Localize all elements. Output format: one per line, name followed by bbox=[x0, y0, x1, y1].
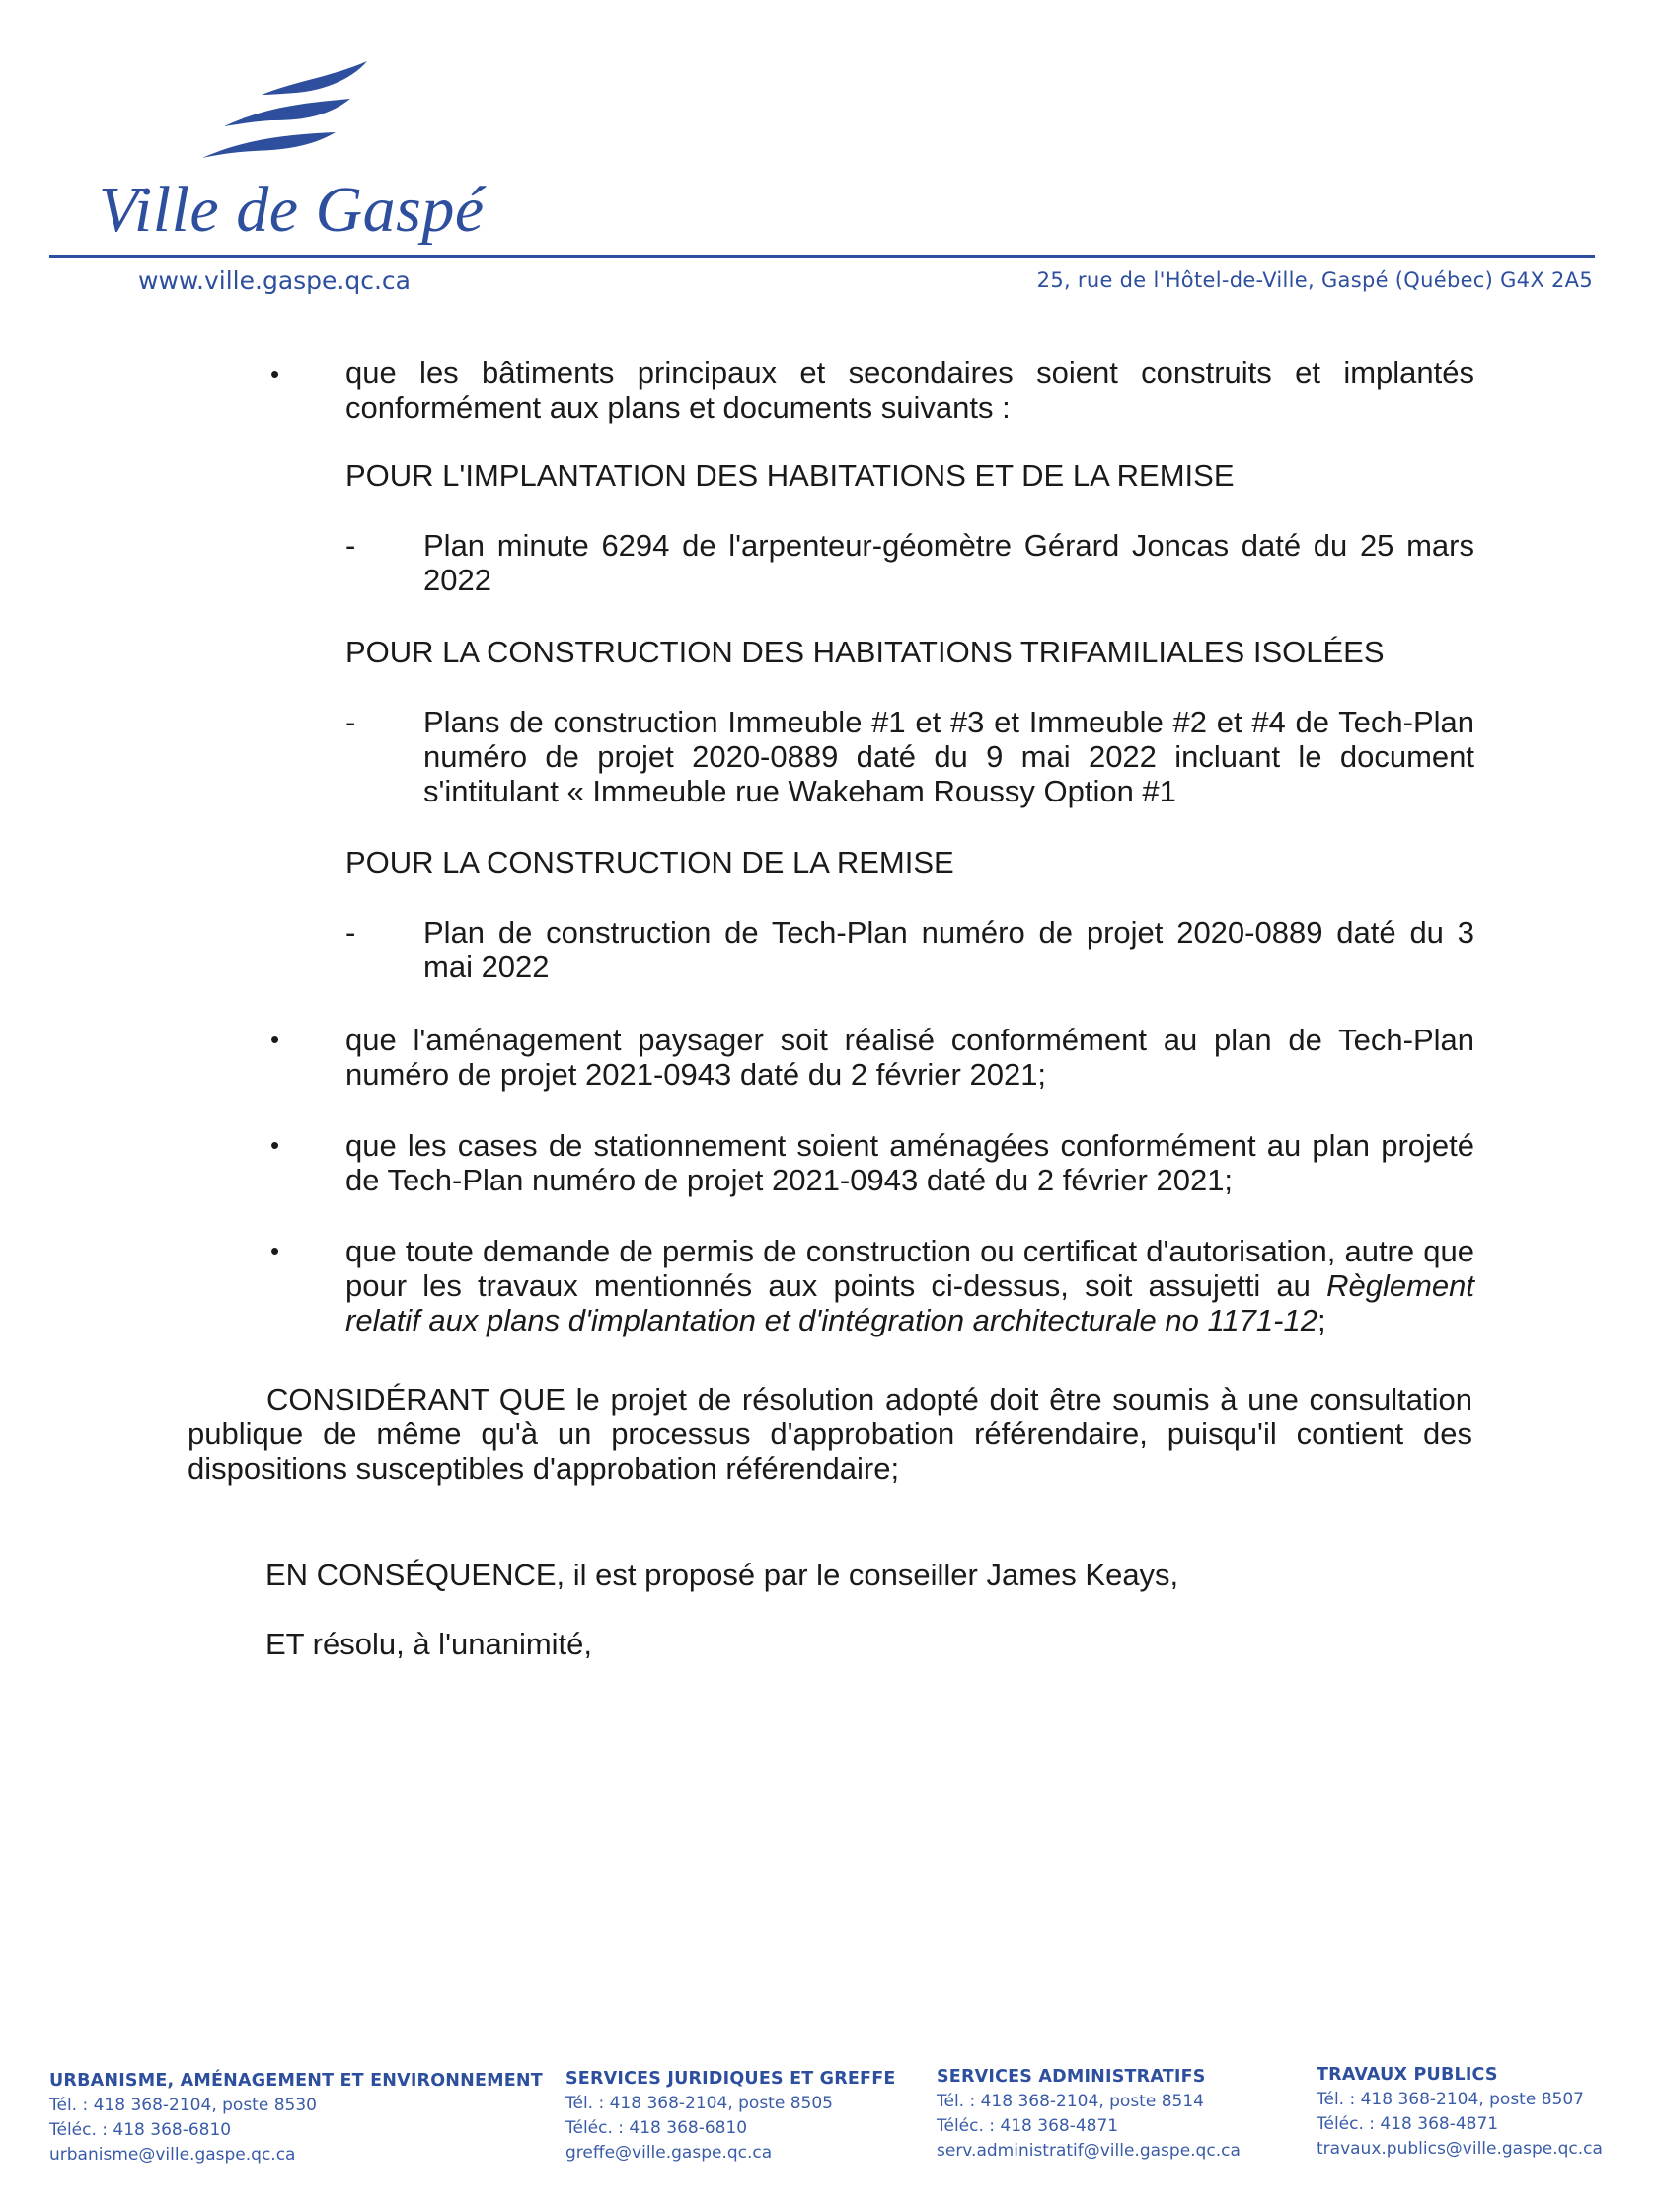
remise-plan-item: Plan de construction de Tech-Plan numéro de projet 2020-0889 daté du 3 mai 2022 bbox=[423, 915, 1474, 984]
footer-travaux-publics bbox=[1317, 2063, 1603, 2162]
footer-email[interactable]: greffe@ville.gaspe.qc.ca bbox=[565, 2143, 773, 2163]
resolution-line: ET résolu, à l'unanimité, bbox=[265, 1627, 593, 1661]
dash-marker: - bbox=[345, 915, 356, 950]
dash-marker: - bbox=[345, 528, 356, 563]
permit-requests-paragraph: que toute demande de permis de construction ou certificat d'autorisation, autre que pour les travaux mentionnés aux points ci-dessus, soit assujetti au Règlement relatif aux plans d'implantation et d'intégration architecturale no 1171-12; bbox=[345, 1234, 1474, 1337]
footer-administratifs bbox=[937, 2065, 1241, 2164]
footer-dept-title: URBANISME, AMÉNAGEMENT ET ENVIRONNEMENT bbox=[49, 2071, 543, 2091]
section-heading-implantation: POUR L'IMPLANTATION DES HABITATIONS ET DE LA REMISE bbox=[345, 458, 1235, 493]
bullet-marker: • bbox=[270, 1130, 280, 1160]
parking-paragraph: que les cases de stationnement soient aménagées conformément au plan projeté de Tech-Plan numéro de projet 2021-0943 daté du 2 février 2021; bbox=[345, 1128, 1474, 1197]
footer-phone: Tél. : 418 368-2104, poste 8530 bbox=[49, 2096, 317, 2115]
footer-fax: Téléc. : 418 368-6810 bbox=[49, 2120, 232, 2140]
plan-minute-item: Plan minute 6294 de l'arpenteur-géomètre Gérard Joncas daté du 25 mars 2022 bbox=[423, 528, 1474, 597]
section-heading-habitations: POUR LA CONSTRUCTION DES HABITATIONS TRIFAMILIALES ISOLÉES bbox=[345, 635, 1385, 669]
city-logo-wordmark: Ville de Gaspé bbox=[99, 174, 485, 246]
construction-plans-item: Plans de construction Immeuble #1 et #3 et Immeuble #2 et #4 de Tech-Plan numéro de projet 2020-0889 daté du 9 mai 2022 incluant le document s'intitulant « Immeuble rue Wakeham Roussy Option #1 bbox=[423, 705, 1474, 808]
footer-phone: Tél. : 418 368-2104, poste 8505 bbox=[565, 2094, 833, 2113]
footer-fax: Téléc. : 418 368-6810 bbox=[565, 2118, 748, 2138]
footer-phone: Tél. : 418 368-2104, poste 8507 bbox=[1317, 2090, 1584, 2109]
regulation-title: Règlement relatif aux plans d'implantation et d'intégration architecturale no 1171-12 bbox=[345, 1268, 1474, 1337]
footer-dept-title: SERVICES JURIDIQUES ET GREFFE bbox=[565, 2069, 896, 2089]
consequence-line: EN CONSÉQUENCE, il est proposé par le conseiller James Keays, bbox=[265, 1558, 1179, 1592]
footer-dept-title: TRAVAUX PUBLICS bbox=[1317, 2065, 1498, 2085]
footer-fax: Téléc. : 418 368-4871 bbox=[1317, 2114, 1499, 2134]
footer-urbanisme bbox=[49, 2069, 543, 2168]
bullet-marker: • bbox=[270, 359, 280, 389]
landscaping-paragraph: que l'aménagement paysager soit réalisé conformément au plan de Tech-Plan numéro de projet 2021-0943 daté du 2 février 2021; bbox=[345, 1023, 1474, 1092]
city-logo-waves bbox=[202, 59, 375, 163]
footer-dept-title: SERVICES ADMINISTRATIFS bbox=[937, 2067, 1206, 2087]
bullet-marker: • bbox=[270, 1236, 280, 1265]
footer-greffe bbox=[565, 2067, 896, 2166]
website-url[interactable]: www.ville.gaspe.qc.ca bbox=[138, 267, 411, 295]
footer-fax: Téléc. : 418 368-4871 bbox=[937, 2116, 1119, 2136]
city-hall-address: 25, rue de l'Hôtel-de-Ville, Gaspé (Québec) G4X 2A5 bbox=[1036, 268, 1593, 292]
footer-email[interactable]: urbanisme@ville.gaspe.qc.ca bbox=[49, 2145, 296, 2165]
condition-buildings-paragraph: que les bâtiments principaux et secondaires soient construits et implantés conformément aux plans et documents suivants : bbox=[345, 355, 1474, 424]
considerant-paragraph: CONSIDÉRANT QUE le projet de résolution adopté doit être soumis à une consultation publique de même qu'à un processus d'approbation référendaire, puisqu'il contient des dispositions susceptibles d'approbation référendaire; bbox=[188, 1382, 1472, 1486]
section-heading-remise: POUR LA CONSTRUCTION DE LA REMISE bbox=[345, 845, 954, 879]
footer-email[interactable]: travaux.publics@ville.gaspe.qc.ca bbox=[1317, 2139, 1603, 2159]
header-divider bbox=[49, 255, 1595, 258]
footer-phone: Tél. : 418 368-2104, poste 8514 bbox=[937, 2092, 1204, 2111]
footer-email[interactable]: serv.administratif@ville.gaspe.qc.ca bbox=[937, 2141, 1241, 2161]
dash-marker: - bbox=[345, 705, 356, 739]
bullet-marker: • bbox=[270, 1025, 280, 1054]
